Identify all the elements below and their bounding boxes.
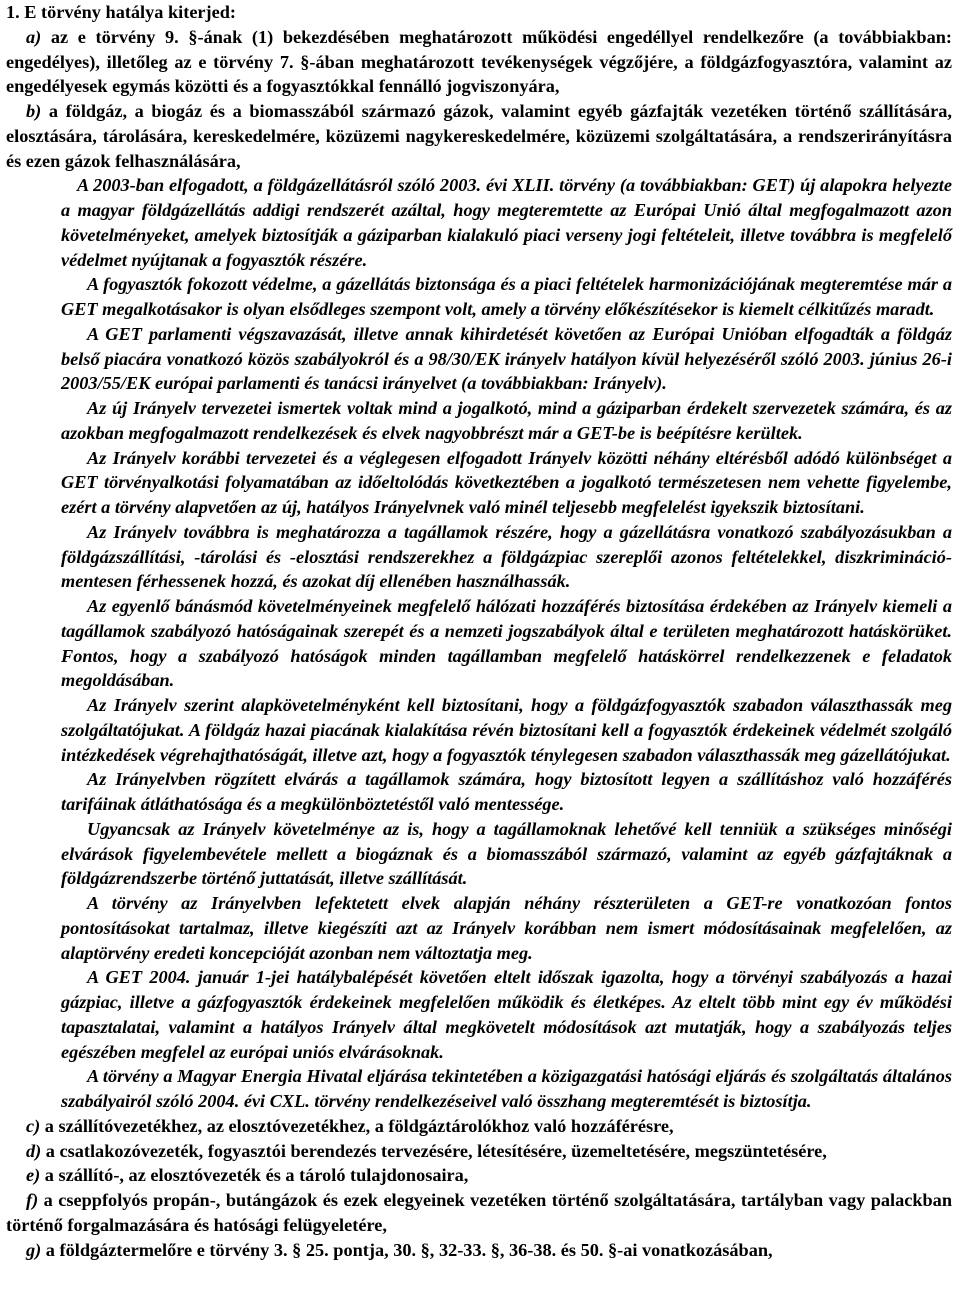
item-text: a földgáz, a biogáz és a biomasszából származó gázok, valamint egyéb gázfajták vezetéken történő szállítására, elosztására, tárolására, kereskedelmére, közüzemi nagykereskedelmére, közüzemi szolgáltatására, a rendszerirányításra és ezen gázok felhasználására, [6,101,952,171]
commentary-paragraph: Az Irányelv továbbra is meghatározza a tagállamok részére, hogy a gázellátásra vonatkozó szabályozásukban a földgázszállítási, -tárolási és -elosztási rendszerekhez a földgázpiac szereplői azonos feltételekkel, diszkrimináció-mentesen férhessenek hozzá, és azokat díj ellenében használhassák. [61,521,952,592]
commentary-paragraph: A GET parlamenti végszavazását, illetve annak kihirdetését követően az Európai Unióban elfogadták a földgáz belső piacára vonatkozó közös szabályokról és a 98/30/EK irányelv hatályon kívül helyezéséről szóló 2003. június 26-i 2003/55/EK európai parlamenti és tanácsi irányelvet (a továbbiakban: Irányelv). [61,323,952,394]
commentary-paragraph: A fogyasztók fokozott védelme, a gázellátás biztonsága és a piaci feltételek harmonizációjának megteremtése már a GET megalkotásakor is olyan elsődleges szempont volt, amely a törvény előkészítésekor is kiemelt célkitűzés maradt. [61,274,952,319]
item-letter: a) [26,26,42,47]
commentary-paragraph: Az Irányelvben rögzített elvárás a tagállamok számára, hogy biztosított legyen a szállításhoz való hozzáférés tarifáinak átláthatósága és a megkülönböztetéstől való mentessége. [61,769,952,814]
item-letter: c) [26,1115,41,1136]
item-letter: f) [26,1190,39,1210]
item-text: a szállítóvezetékhez, az elosztóvezetékhez, a földgáztárolókhoz való hozzáférésre, [40,1115,674,1136]
item-text: a cseppfolyós propán-, butángázok és ezek elegyeinek vezetéken történő szolgáltatására, tartályban vagy palackban történő forgalmazására és hatósági felügyeletére, [6,1190,952,1235]
list-item-d [6,1139,952,1164]
commentary-paragraph: A 2003-ban elfogadott, a földgázellátásról szóló 2003. évi XLII. törvény (a továbbiakban: GET) új alapokra helyezte a magyar földgázellátás addigi rendszerét azáltal, hogy megteremtette az Európai Unió által megfogalmazott azon követelményeket, amelyek biztosítják a gáziparban kialakuló piaci verseny jogi feltételeit, illetve továbbra is megfelelő védelmet nyújtanak a fogyasztók részére. [61,175,952,270]
item-text: a földgáztermelőre e törvény 3. § 25. pontja, 30. §, 32-33. §, 36-38. és 50. §-ai vonatkozásában, [41,1239,773,1260]
item-text: a szállító-, az elosztóvezeték és a tároló tulajdonosaira, [40,1165,469,1186]
commentary-paragraph: Az Irányelv szerint alapkövetelményként kell biztosítani, hogy a földgázfogyasztók szabadon választhassák meg szolgáltatójukat. A földgáz hazai piacának kialakítása révén biztosítani kell a fogyasztók érdekeinek védelmét szolgáló intézkedések végrehajthatóságát, illetve azt, hogy a fogyasztók ténylegesen szabadon választhassák meg gázellátójukat. [61,695,952,765]
list-item-e [6,1163,952,1188]
commentary-paragraph: A GET 2004. január 1-jei hatálybalépését követően eltelt időszak igazolta, hogy a törvényi szabályozás a hazai gázpiac, illetve a gázfogyasztók érdekeinek megfelelően működik és életképes. Az eltelt több mint egy év működési tapasztalatai, valamint a hatályos Irányelv által megkövetelt módosítások azt mutatják, hogy a szabályozás teljes egészében megfelel az európai uniós elvárásoknak. [61,967,952,1062]
commentary-paragraph: Az új Irányelv tervezetei ismertek voltak mind a jogalkotó, mind a gáziparban érdekelt szervezetek számára, és az azokban megfogalmazott rendelkezések és elvek nagyobbrészt már a GET-be is beépítésre kerültek. [61,398,952,443]
item-text: a csatlakozóvezeték, fogyasztói berendezés tervezésére, létesítésére, üzemeltetésére, megszüntetésére, [41,1140,827,1161]
list-item-g [6,1238,952,1263]
list-item-f [6,1188,952,1238]
commentary-paragraph: A törvény a Magyar Energia Hivatal eljárása tekintetében a közigazgatási hatósági eljárás és szolgáltatás általános szabályairól szóló 2004. évi CXL. törvény rendelkezéseivel való összhang megteremtését is biztosítja. [61,1066,952,1111]
item-letter: e) [26,1165,41,1186]
item-letter: b) [26,101,42,121]
list-item-c [6,1114,952,1139]
list-item-b [6,99,952,173]
commentary-paragraph: Ugyancsak az Irányelv követelménye az is, hogy a tagállamoknak lehetővé kell tenniük a szükséges minőségi elvárások figyelembevétele mellett a biogáznak és a biomasszából származó, valamint az egyéb gázfajtáknak a földgázrendszerbe történő juttatását, illetve szállítását. [61,818,952,889]
item-letter: g) [26,1239,42,1260]
item-letter: d) [26,1140,42,1161]
list-item-a [6,25,952,99]
commentary-paragraph: Az Irányelv korábbi tervezetei és a véglegesen elfogadott Irányelv közötti néhány eltérésből adódó különbséget a GET törvényalkotási folyamatában az időeltolódás következtében a jogalkotó természetesen nem vehette figyelembe, ezért a törvény alapvetően az új, hatályos Irányelvnek való minél teljesebb megfelelést igyekszik biztosítani. [61,447,952,517]
commentary-paragraph: A törvény az Irányelvben lefektetett elvek alapján néhány részterületen a GET-re vonatkozóan fontos pontosításokat tartalmaz, illetve kiegészíti azt az Irányelv korábban nem ismert módosításainak megfelelően, az alaptörvény eredeti koncepcióját azonban nem változtatja meg. [61,893,952,963]
item-text: az e törvény 9. §-ának (1) bekezdésében meghatározott működési engedéllyel rendelkezőre (a továbbiakban: engedélyes), illetőleg az e törvény 7. §-ában meghatározott tevékenységek végzőjére, a földgázfogyasztóra, valamint az engedélyesek egymás közötti és a fogyasztókkal fennálló jogviszonyára, [6,26,952,97]
commentary-paragraph: Az egyenlő bánásmód követelményeinek megfelelő hálózati hozzáférés biztosítása érdekében az Irányelv kiemeli a tagállamok szabályozó hatóságainak szerepét és a nemzeti jogszabályok által e területen meghatározott hatáskörüket. Fontos, hogy a szabályozó hatóságok minden tagállamban megfelelő hatáskörrel rendelkezzenek e feladatok megoldásában. [61,596,952,691]
section-heading: 1. E törvény hatálya kiterjed: [6,2,237,22]
